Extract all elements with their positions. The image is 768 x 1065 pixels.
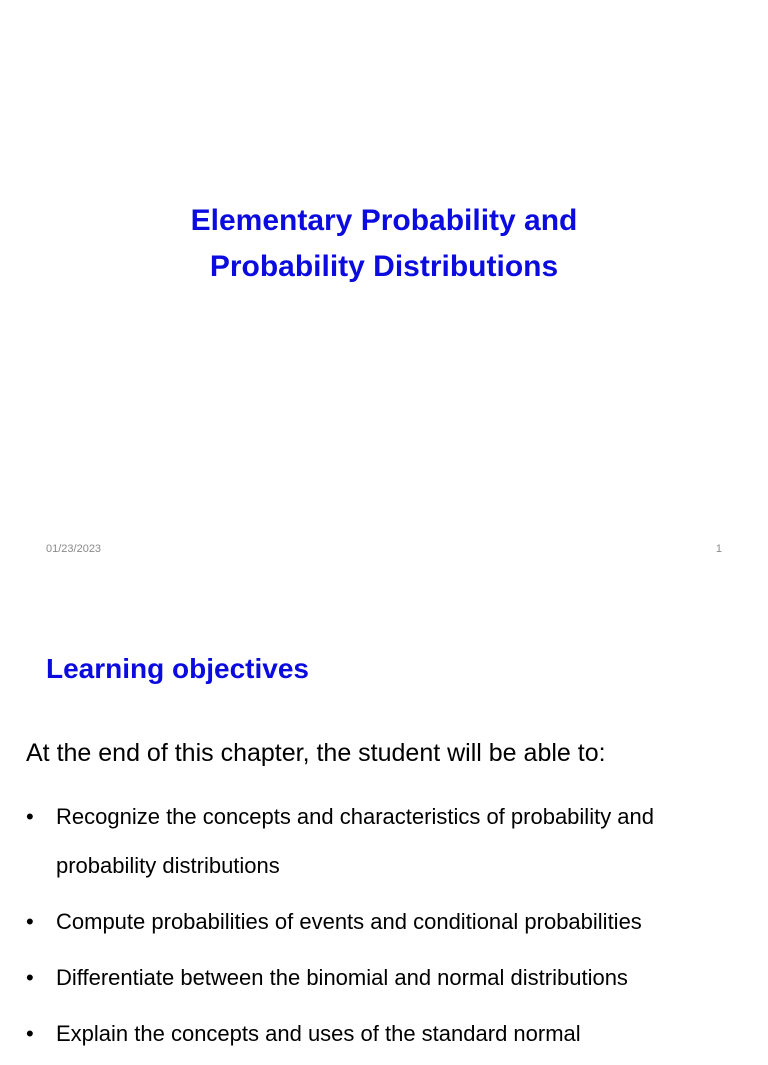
list-item: [26, 1009, 750, 1058]
bullet-icon: •: [26, 909, 34, 934]
list-item-text: Recognize the concepts and characteristics of probability and probability distributions: [56, 804, 655, 878]
list-item: [26, 953, 750, 1002]
slide-title-line-2: Probability Distributions: [209, 250, 559, 283]
objectives-slide: [0, 576, 768, 1046]
objectives-heading: Learning objectives: [46, 653, 309, 684]
list-item: [26, 897, 750, 946]
list-item-text: Compute probabilities of events and conditional probabilities: [56, 909, 642, 934]
slide-title-line-1: Elementary Probability and: [190, 204, 578, 237]
list-item: [26, 792, 750, 890]
bullet-icon: •: [26, 965, 34, 990]
objectives-list: [26, 792, 750, 1065]
list-item-text: Explain the concepts and uses of the standard normal: [56, 1021, 581, 1046]
footer-date: 01/23/2023: [46, 543, 102, 555]
bullet-icon: •: [26, 804, 34, 829]
bullet-icon: •: [26, 1021, 34, 1046]
objectives-intro: At the end of this chapter, the student will be able to:: [26, 739, 606, 767]
slide-title: [0, 198, 768, 290]
list-item-text: Differentiate between the binomial and normal distributions: [56, 965, 628, 990]
footer-page-number: 1: [715, 543, 722, 555]
